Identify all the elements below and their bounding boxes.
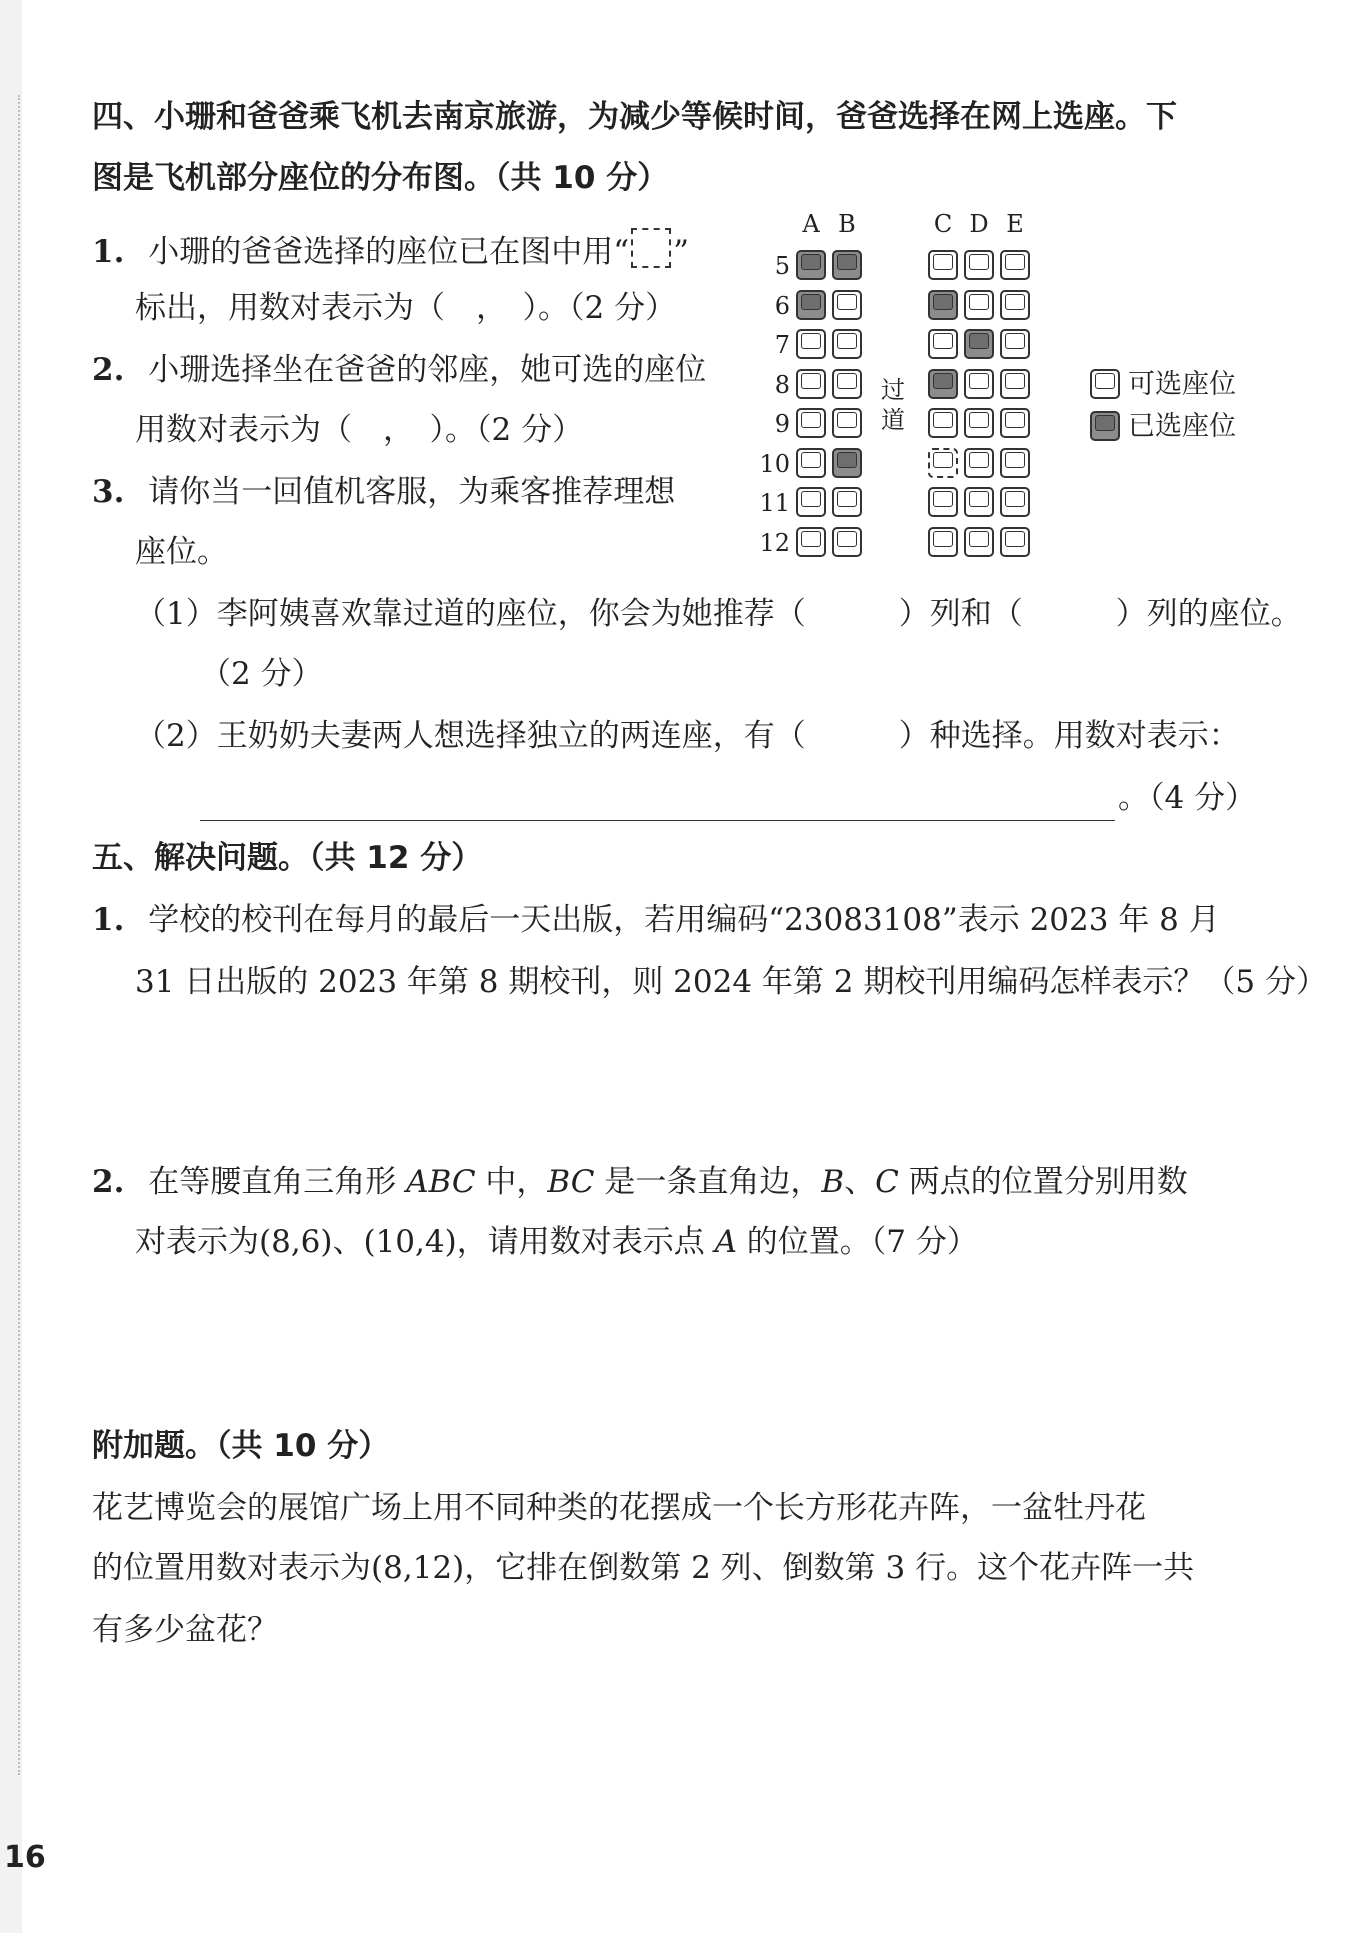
q4-1-line2: 标出，用数对表示为（ ， ）。（2 分） xyxy=(135,290,677,326)
q4-2-line2: 用数对表示为（ ， ）。（2 分） xyxy=(135,412,584,448)
answer-blank-line xyxy=(200,820,1115,821)
q5-2-line2 xyxy=(135,1222,978,1262)
seat-D5-available xyxy=(964,250,994,280)
column-label-D: D xyxy=(969,210,989,238)
q5-1-number: 1. xyxy=(92,902,125,938)
aisle-label-char-1: 过 xyxy=(881,376,905,404)
seat-B6-available xyxy=(832,290,862,320)
q4-3-1-line1: （1）李阿姨喜欢靠过道的座位，你会为她推荐（ ）列和（ ）列的座位。 xyxy=(135,596,1302,632)
bonus-line3: 有多少盆花？ xyxy=(92,1612,278,1648)
seat-D8-available xyxy=(964,369,994,399)
legend-selected xyxy=(1090,410,1270,444)
column-label-E: E xyxy=(1006,210,1024,238)
seat-E9-available xyxy=(1000,408,1030,438)
section4-title-line1: 四、小珊和爸爸乘飞机去南京旅游，为减少等候时间，爸爸选择在网上选座。下 xyxy=(92,99,1177,135)
q4-1-number: 1. xyxy=(92,234,125,270)
seat-C11-available xyxy=(928,487,958,517)
q4-1-text: 小珊的爸爸选择的座位已在图中用“ xyxy=(148,234,630,270)
legend-selected-label: 已选座位 xyxy=(1128,411,1236,442)
q4-3-2-line2: 。（4 分） xyxy=(1118,780,1257,816)
seat-C12-available xyxy=(928,527,958,557)
legend-available-seat-icon xyxy=(1090,369,1120,399)
seat-A11-available xyxy=(796,487,826,517)
row-label-6: 6 xyxy=(774,291,790,320)
seat-E12-available xyxy=(1000,527,1030,557)
section4-title-line2: 图是飞机部分座位的分布图。（共 10 分） xyxy=(92,160,669,196)
q5-2-text-c: 是一条直角边， xyxy=(594,1164,822,1200)
seat-D9-available xyxy=(964,408,994,438)
q4-3-1-line2: （2 分） xyxy=(200,656,323,692)
aisle-label-char-2: 道 xyxy=(881,406,905,434)
q5-2-c: C xyxy=(875,1164,899,1200)
row-label-10: 10 xyxy=(759,449,790,478)
q5-2-line2-text-a: 对表示为(8,6)、(10,4)，请用数对表示点 xyxy=(135,1224,715,1260)
q5-2-line1 xyxy=(92,1162,1188,1202)
bonus-line1: 花艺博览会的展馆广场上用不同种类的花摆成一个长方形花卉阵，一盆牡丹花 xyxy=(92,1490,1146,1526)
row-label-7: 7 xyxy=(774,331,790,359)
q4-3-2-line1: （2）王奶奶夫妻两人想选择独立的两连座，有（ ）种选择。用数对表示： xyxy=(135,718,1240,754)
bonus-line2: 的位置用数对表示为(8,12)，它排在倒数第 2 列、倒数第 3 行。这个花卉阵一共 xyxy=(92,1550,1195,1586)
q5-2-text-b: 中， xyxy=(475,1164,548,1200)
q5-1-line1 xyxy=(92,900,1220,940)
q5-2-b: B xyxy=(821,1164,845,1200)
q4-1-quote-close: ” xyxy=(673,234,689,270)
seat-D7-selected xyxy=(964,329,994,359)
q4-2-text: 小珊选择坐在爸爸的邻座，她可选的座位 xyxy=(148,352,707,388)
q5-1-text: 学校的校刊在每月的最后一天出版，若用编码“23083108”表示 2023 年 8 月 xyxy=(148,902,1220,938)
q4-3-line1 xyxy=(92,472,675,512)
bonus-title: 附加题。（共 10 分） xyxy=(92,1428,390,1464)
q4-2-number: 2. xyxy=(92,352,125,388)
column-label-C: C xyxy=(933,210,953,238)
seat-C7-available xyxy=(928,329,958,359)
seat-C6-selected xyxy=(928,290,958,320)
seat-B12-available xyxy=(832,527,862,557)
binding-dotted-line xyxy=(18,95,20,1775)
q4-1-line1 xyxy=(92,228,689,272)
legend-selected-seat-icon xyxy=(1090,411,1120,441)
seat-A5-selected xyxy=(796,250,826,280)
seat-A9-available xyxy=(796,408,826,438)
dashed-seat-sample-icon xyxy=(631,228,671,268)
aisle-label xyxy=(878,375,908,435)
row-label-11: 11 xyxy=(759,489,790,517)
seat-A12-available xyxy=(796,527,826,557)
q5-2-text-a: 在等腰直角三角形 xyxy=(148,1164,407,1200)
seat-B7-available xyxy=(832,329,862,359)
seat-B10-selected xyxy=(832,448,862,478)
seat-E7-available xyxy=(1000,329,1030,359)
column-label-B: B xyxy=(838,210,856,238)
seat-A10-available xyxy=(796,448,826,478)
seat-E11-available xyxy=(1000,487,1030,517)
seat-B11-available xyxy=(832,487,862,517)
q5-2-number: 2. xyxy=(92,1164,125,1200)
seat-D11-available xyxy=(964,487,994,517)
q5-2-sep: 、 xyxy=(844,1164,876,1200)
row-label-5: 5 xyxy=(774,252,790,280)
legend-available xyxy=(1090,368,1270,402)
seat-B9-available xyxy=(832,408,862,438)
q5-2-a: A xyxy=(714,1224,737,1260)
q5-2-text-d: 两点的位置分别用数 xyxy=(898,1164,1188,1200)
seat-E5-available xyxy=(1000,250,1030,280)
seat-D12-available xyxy=(964,527,994,557)
seat-A6-selected xyxy=(796,290,826,320)
page-number: 16 xyxy=(4,1840,46,1875)
seat-C10-dashed xyxy=(928,448,958,478)
q5-1-line2: 31 日出版的 2023 年第 8 期校刊，则 2024 年第 2 期校刊用编码怎样表示？（5 分） xyxy=(135,964,1327,1000)
seat-B8-available xyxy=(832,369,862,399)
seat-map xyxy=(748,210,1048,580)
q4-3-line2: 座位。 xyxy=(135,534,228,570)
seat-A7-available xyxy=(796,329,826,359)
seat-E10-available xyxy=(1000,448,1030,478)
seat-A8-available xyxy=(796,369,826,399)
q4-3-number: 3. xyxy=(92,474,125,510)
seat-B5-selected xyxy=(832,250,862,280)
row-label-9: 9 xyxy=(774,410,790,438)
q5-2-abc: ABC xyxy=(406,1164,476,1200)
seat-E8-available xyxy=(1000,369,1030,399)
seat-E6-available xyxy=(1000,290,1030,320)
seat-C8-selected xyxy=(928,369,958,399)
seat-D6-available xyxy=(964,290,994,320)
seat-C5-available xyxy=(928,250,958,280)
q4-3-text: 请你当一回值机客服，为乘客推荐理想 xyxy=(148,474,676,510)
q4-2-line1 xyxy=(92,350,706,390)
legend-available-label: 可选座位 xyxy=(1128,369,1236,400)
q5-2-bc: BC xyxy=(547,1164,595,1200)
row-label-8: 8 xyxy=(774,370,790,399)
section5-title: 五、解决问题。（共 12 分） xyxy=(92,840,483,876)
seat-D10-available xyxy=(964,448,994,478)
column-label-A: A xyxy=(802,210,820,238)
q5-2-line2-text-b: 的位置。（7 分） xyxy=(736,1224,978,1260)
row-label-12: 12 xyxy=(759,528,790,557)
seat-C9-available xyxy=(928,408,958,438)
